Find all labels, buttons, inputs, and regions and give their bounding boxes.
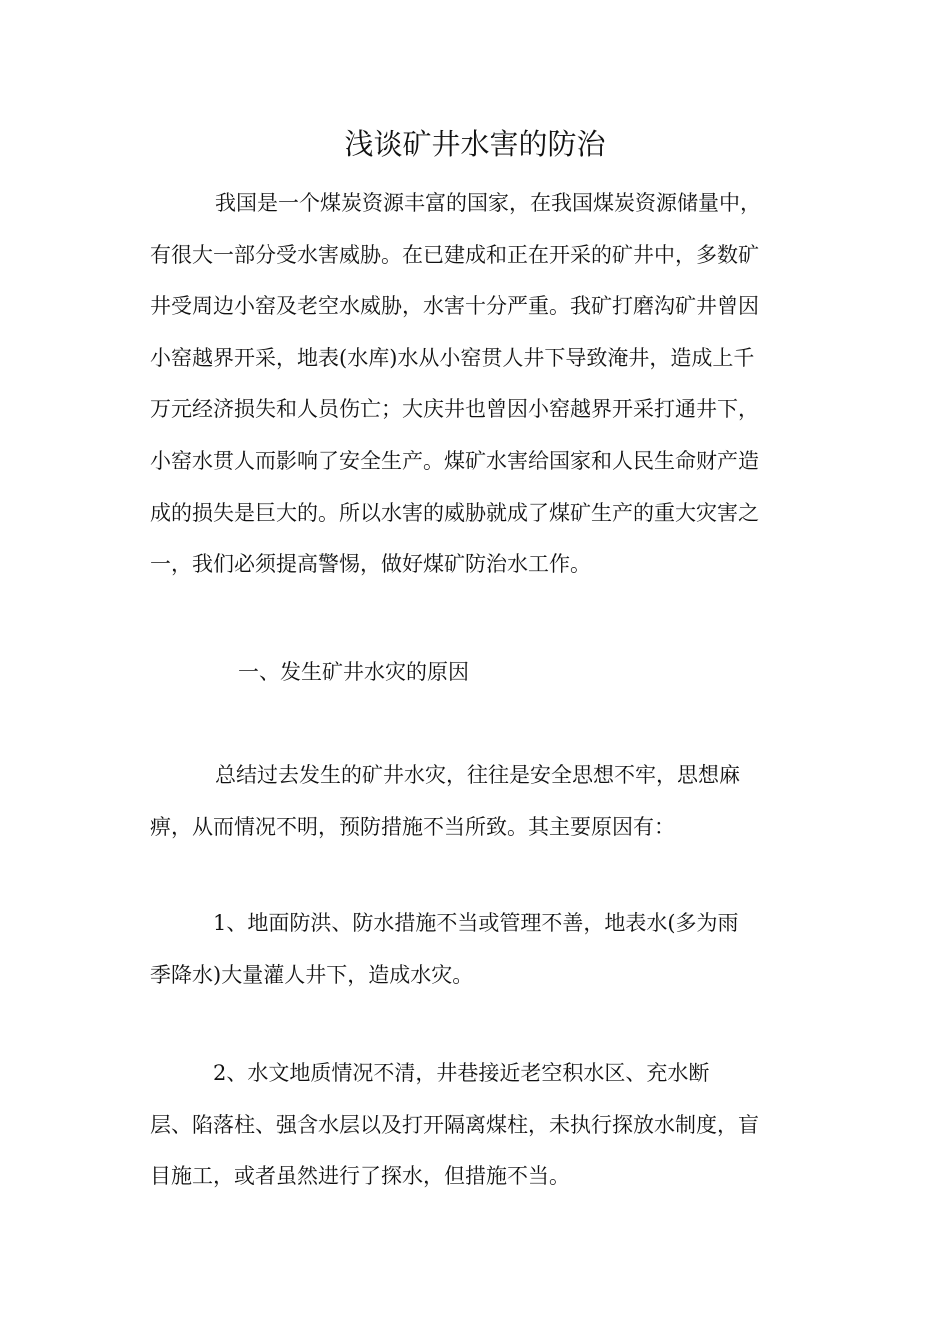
paragraph-line: 小窑越界开采，地表(水库)水从小窑贯人井下导致淹井，造成上千 [150,345,755,370]
paragraph-line: 我国是一个煤炭资源丰富的国家，在我国煤炭资源储量中， [215,191,761,215]
paragraph-line: 万元经济损失和人员伤亡；大庆井也曾因小窑越界开采打通井下， [150,397,759,422]
paragraph-line: 有很大一部分受水害威胁。在已建成和正在开采的矿井中，多数矿 [150,242,759,267]
cause-item-2 [150,1048,800,1203]
paragraph-line: 1、地面防洪、防水措施不当或管理不善，地表水(多为雨 [213,911,739,935]
paragraph-line: 层、陷落柱、强含水层以及打开隔离煤柱，未执行探放水制度，盲 [150,1112,759,1137]
intro-paragraph [150,178,800,591]
paragraph-line: 成的损失是巨大的。所以水害的威胁就成了煤矿生产的重大灾害之 [150,500,759,525]
document-title: 浅谈矿井水害的防治 [344,127,606,161]
paragraph-line: 总结过去发生的矿井水灾，往往是安全思想不牢，思想麻 [215,763,740,787]
paragraph-line: 季降水)大量灌人井下，造成水灾。 [150,962,474,987]
paragraph-line: 一，我们必须提高警惕，做好煤矿防治水工作。 [150,552,591,577]
paragraph-line: 2、水文地质情况不清，井巷接近老空积水区、充水断 [213,1061,710,1085]
cause-item-1 [150,898,800,1001]
paragraph-line: 井受周边小窑及老空水威胁，水害十分严重。我矿打磨沟矿井曾因 [150,294,759,319]
paragraph-line: 痹，从而情况不明，预防措施不当所致。其主要原因有： [150,814,675,839]
summary-paragraph [150,750,800,853]
section-heading: 一、发生矿井水灾的原因 [238,660,469,684]
paragraph-line: 目施工，或者虽然进行了探水，但措施不当。 [150,1164,570,1189]
paragraph-line: 小窑水贯人而影响了安全生产。煤矿水害给国家和人民生命财产造 [150,448,759,473]
